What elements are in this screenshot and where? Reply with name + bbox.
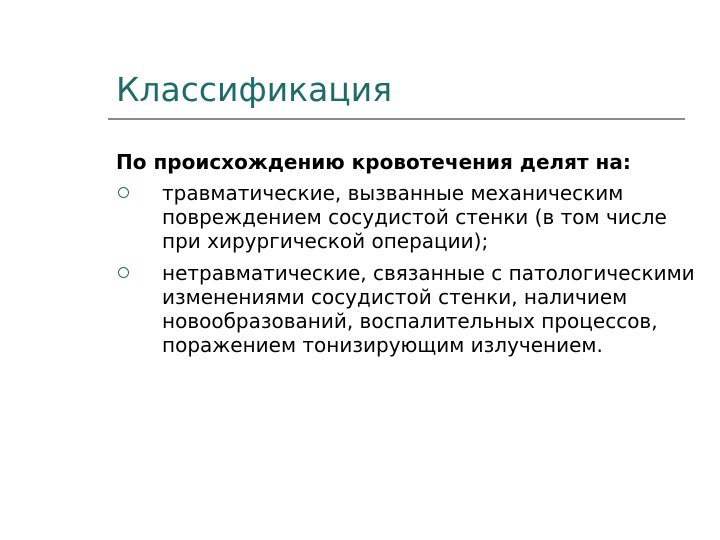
slide-title: Классификация [116, 70, 393, 109]
bullet-item [116, 181, 696, 253]
intro-text: По происхождению кровотечения делят на: [116, 150, 631, 174]
bullet-item [116, 261, 696, 357]
title-divider [108, 118, 685, 120]
bullet-text: травматические, вызванные механическим повреждением сосудистой стенки (в том числе при хирургической операции); [162, 181, 667, 253]
hollow-circle-bullet-icon [118, 267, 129, 278]
bullet-text: нетравматические, связанные с патологическими изменениями сосудистой стенки, наличием новообразований, воспалительных процессов, поражением тонизирующим излучением. [162, 261, 695, 357]
slide-body [116, 150, 696, 365]
hollow-circle-bullet-icon [118, 187, 129, 198]
bullet-list [116, 181, 696, 357]
